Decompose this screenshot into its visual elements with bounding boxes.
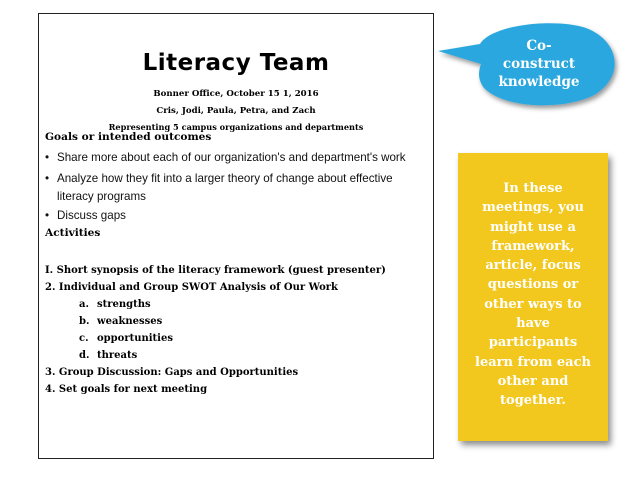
bullet-icon: • [45,209,50,222]
goals-heading: Goals or intended outcomes [45,131,212,143]
swot-item: a. strengths [79,299,151,310]
swot-item: c. opportunities [79,333,173,344]
activity-item: I. Short synopsis of the literacy framework (guest presenter) [45,265,386,276]
meeting-location-date: Bonner Office, October 15 1, 2016 [153,89,319,99]
swot-item: d. threats [79,350,138,361]
sticky-note [458,153,608,441]
meeting-attendees: Cris, Jodi, Paula, Petra, and Zach [156,106,316,116]
document-title: Literacy Team [142,50,330,76]
goal-item-continuation: literacy programs [57,190,146,203]
goal-item: • Share more about each of our organization's and department's work [45,151,406,164]
meeting-representation: Representing 5 campus organizations and departments [108,122,364,132]
goal-item: • Discuss gaps [45,209,126,222]
agenda-document [38,13,434,459]
speech-bubble-text: Co- construct knowledge [498,38,580,90]
swot-item: b. weaknesses [79,316,163,327]
bullet-icon: • [45,151,50,164]
bullet-icon: • [45,172,50,185]
activity-item: 2. Individual and Group SWOT Analysis of Our Work [45,282,338,293]
activity-item: 4. Set goals for next meeting [45,384,208,395]
sticky-note-text: In these meetings, you might use a framework, article, focus questions or other ways to have participants learn from each other and together. [475,181,591,409]
activity-item: 3. Group Discussion: Gaps and Opportunities [45,367,299,378]
activities-heading: Activities [45,227,101,239]
goal-item: • Analyze how they fit into a larger theory of change about effective [45,172,393,185]
